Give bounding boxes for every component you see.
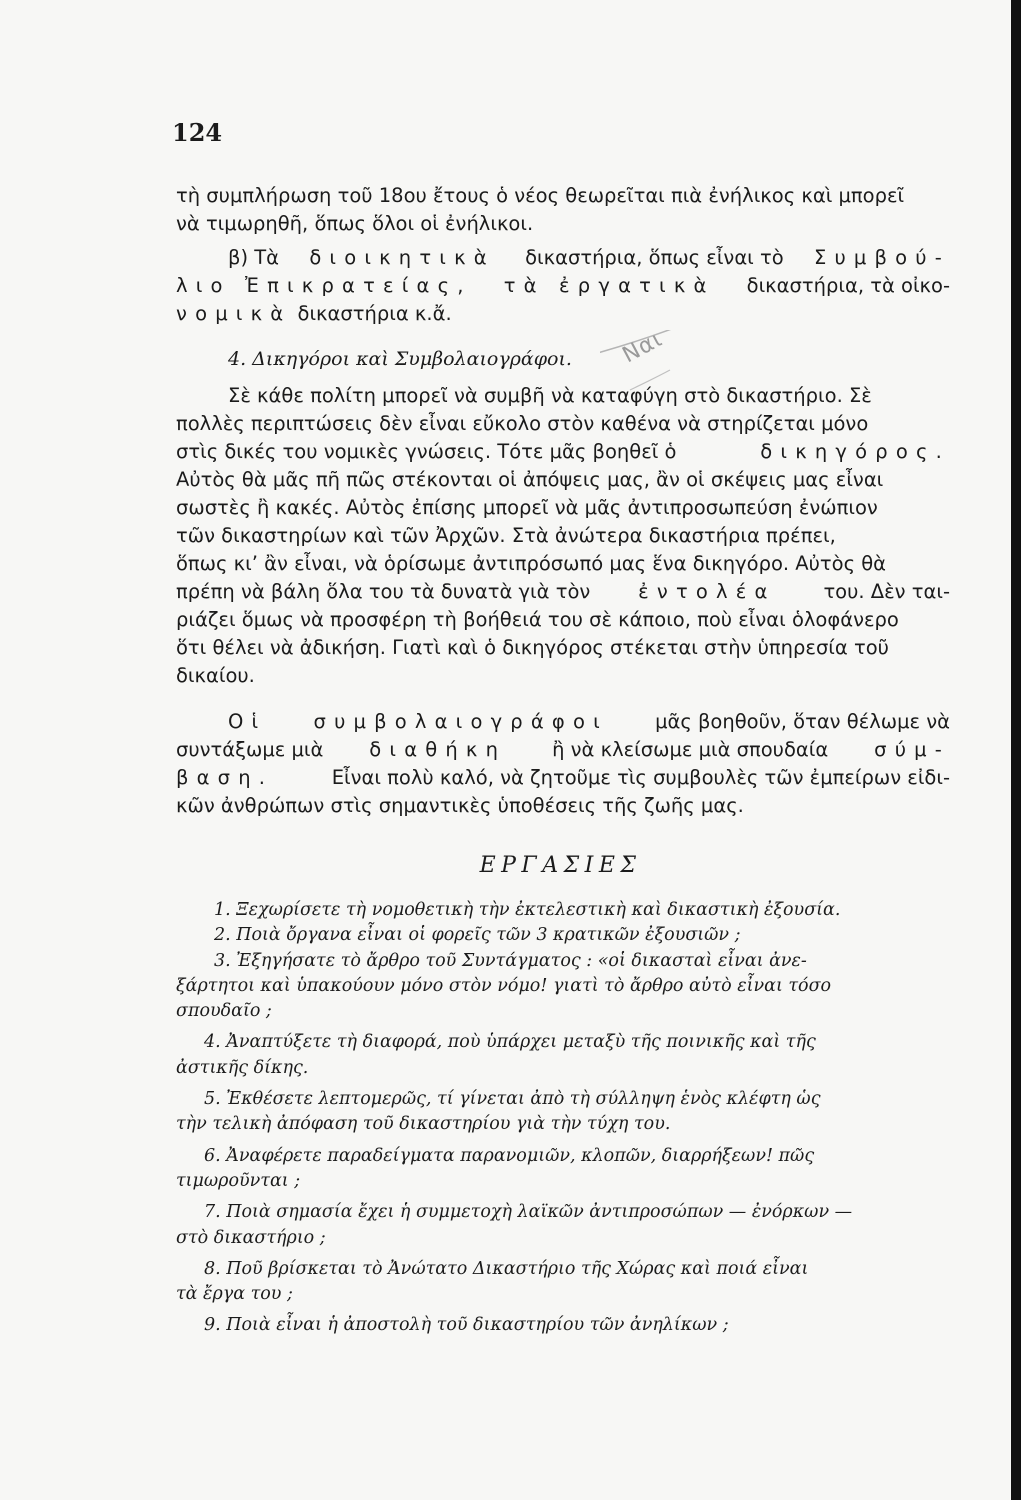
spaced-term: διοικητικὰ [309,246,495,269]
spaced-term: διαθήκη [369,738,507,761]
text-segment: δικαστήρια κ.ἄ. [297,302,452,325]
exercise-item: 6. Ἀναφέρετε παραδείγματα παρανομιῶν, κλοπῶν, διαρρήξεων! πῶς [204,1145,815,1166]
paragraph-b [176,244,950,328]
exercise-item: 1. Ξεχωρίσετε τὴ νομοθετικὴ τὴν ἐκτελεστικὴ καὶ δικαστικὴ ἐξουσία. [214,900,841,920]
text-line [176,708,950,736]
spaced-term: Συμβού- [813,246,950,269]
exercise-continuation: τὰ ἔργα του ; [176,1284,293,1305]
text-line [176,550,950,578]
text-line-content: νὰ τιμωρηθῆ, ὅπως ὅλοι οἱ ἐνήλικοι. [176,212,534,235]
lawyers-paragraph [176,382,950,690]
text-line [176,764,950,792]
text-line [176,466,950,494]
exercise-item: 7. Ποιὰ σημασία ἔχει ἡ συμμετοχὴ λαϊκῶν ἀντιπροσώπων — ἐνόρκων — [204,1202,853,1223]
intro-paragraph [176,182,950,238]
exercise-continuation: ἀστικῆς δίκης. [176,1057,309,1078]
text-segment: ἢ νὰ κλείσωμε μιὰ σπουδαία [552,738,829,761]
handwritten-note: Ναι [618,326,667,369]
text-segment: δικαστήρια, τὰ οἰκο- [746,274,950,297]
text-segment: πρέπη νὰ βάλη ὅλα του τὰ δυνατὰ γιὰ τὸν [176,580,591,603]
text-line [176,634,950,662]
text-line-content: τὴ συμπλήρωση τοῦ 18ου ἔτους ὁ νέος θεωρεῖται πιὰ ἐνήλικος καὶ μπορεῖ [176,184,905,207]
spaced-term: βαση. [176,766,274,789]
text-line [176,792,950,820]
spaced-term: τὰ ἐργατικὰ [503,274,715,297]
text-line-content: δικαίου. [176,664,255,687]
exercise-item: 8. Ποῦ βρίσκεται τὸ Ἀνώτατο Δικαστήριο τῆς Χώρας καὶ ποιά εἶναι [204,1258,809,1279]
spaced-term: δικηγόρος. [760,440,950,463]
exercises-title: ΕΡΓΑΣΙΕΣ [479,853,642,878]
heading-text: 4. Δικηγόροι καὶ Συμβολαιογράφοι. [228,348,572,370]
exercise-item: 2. Ποιὰ ὄργανα εἶναι οἱ φορεῖς τῶν 3 κρατικῶν ἐξουσιῶν ; [214,925,741,946]
text-line [176,210,950,238]
scan-edge-bar [1011,0,1021,1500]
text-segment: Εἶναι πολὺ καλό, νὰ ζητοῦμε τὶς συμβουλὲς τῶν ἐμπείρων εἰδι- [331,766,950,789]
spaced-term: λιο Ἐπικρατείας, [176,274,472,297]
text-line [176,300,950,328]
text-segment: μᾶς βοηθοῦν, ὅταν θέλωμε νὰ [655,710,950,733]
text-segment: συντάξωμε μιὰ [176,738,324,761]
notaries-paragraph [176,708,950,820]
text-line [176,410,950,438]
exercise-continuation: σπουδαῖο ; [176,1001,272,1022]
spaced-term: ἐντολέα [638,580,776,603]
text-line [176,382,950,410]
exercise-continuation: τιμωροῦνται ; [176,1170,301,1191]
text-line-content: πολλὲς περιπτώσεις δὲν εἶναι εὔκολο στὸν καθένα νὰ στηρίζεται μόνο [176,412,869,435]
page-number: 124 [172,118,223,147]
text-line [176,494,950,522]
text-segment: στὶς δικές του νομικὲς γνώσεις. Τότε μᾶς βοηθεῖ ὁ [176,440,677,463]
exercise-item: 3. Ἐξηγήσατε τὸ ἄρθρο τοῦ Συντάγματος : «οἱ δικασταὶ εἶναι ἀνε- [214,950,807,971]
text-line [176,736,950,764]
text-line [176,578,950,606]
text-line-content: Σὲ κάθε πολίτη μπορεῖ νὰ συμβῆ νὰ καταφύγη στὸ δικαστήριο. Σὲ [228,384,872,407]
spaced-term: νομικὰ [176,302,292,325]
exercise-continuation: στὸ δικαστήριο ; [176,1227,326,1248]
text-line [176,662,950,690]
text-segment: του. Δὲν ται- [823,580,950,603]
text-line-content: σωστὲς ἢ κακές. Αὐτὸς ἐπίσης μπορεῖ νὰ μᾶς ἀντιπροσωπεύση ἐνώπιον [176,496,878,519]
text-line [176,182,950,210]
exercise-item: 9. Ποιὰ εἶναι ἡ ἀποστολὴ τοῦ δικαστηρίου τῶν ἀνηλίκων ; [204,1315,729,1336]
text-segment: δικαστήρια, ὅπως εἶναι τὸ [525,246,784,269]
exercise-item: 5. Ἐκθέσετε λεπτομερῶς, τί γίνεται ἀπὸ τὴ σύλληψη ἑνὸς κλέφτη ὡς [204,1089,821,1110]
spaced-term: Οἱ [228,710,267,733]
text-line-content: τῶν δικαστηρίων καὶ τῶν Ἀρχῶν. Στὰ ἀνώτερα δικαστήρια πρέπει, [176,524,836,547]
spaced-term: σύμ- [874,738,950,761]
exercise-continuation: ξάρτητοι καὶ ὑπακούουν μόνο στὸν νόμο! γιατὶ τὸ ἄρθρο αὐτὸ εἶναι τόσο [176,975,832,996]
text-line [176,244,950,272]
text-line [176,522,950,550]
exercise-continuation: τὴν τελικὴ ἀπόφαση τοῦ δικαστηρίου γιὰ τὴν τύχη του. [176,1114,671,1135]
text-line-content: κῶν ἀνθρώπων στὶς σημαντικὲς ὑποθέσεις τῆς ζωῆς μας. [176,794,744,817]
text-line [176,272,950,300]
exercise-item: 4. Ἀναπτύξετε τὴ διαφορά, ποὺ ὑπάρχει μεταξὺ τῆς ποινικῆς καὶ τῆς [204,1032,816,1053]
exercises-list [176,898,950,1339]
text-line-content: Αὐτὸς θὰ μᾶς πῆ πῶς στέκονται οἱ ἀπόψεις μας, ἂν οἱ σκέψεις μας εἶναι [176,468,884,491]
text-line-content: ριάζει ὅμως νὰ προσφέρη τὴ βοήθειά του σὲ κάποιο, ποὺ εἶναι ὁλοφάνερο [176,608,899,631]
text-line [176,438,950,466]
text-segment: β) Τὰ [228,246,280,269]
spaced-term: συμβολαιογράφοι [313,710,608,733]
text-line-content: ὅπως κι’ ἂν εἶναι, νὰ ὁρίσωμε ἀντιπρόσωπό μας ἕνα δικηγόρο. Αὐτὸς θὰ [176,552,886,575]
text-line [176,606,950,634]
text-line-content: ὅτι θέλει νὰ ἀδικήση. Γιατὶ καὶ ὁ δικηγόρος στέκεται στὴν ὑπηρεσία τοῦ [176,636,889,659]
